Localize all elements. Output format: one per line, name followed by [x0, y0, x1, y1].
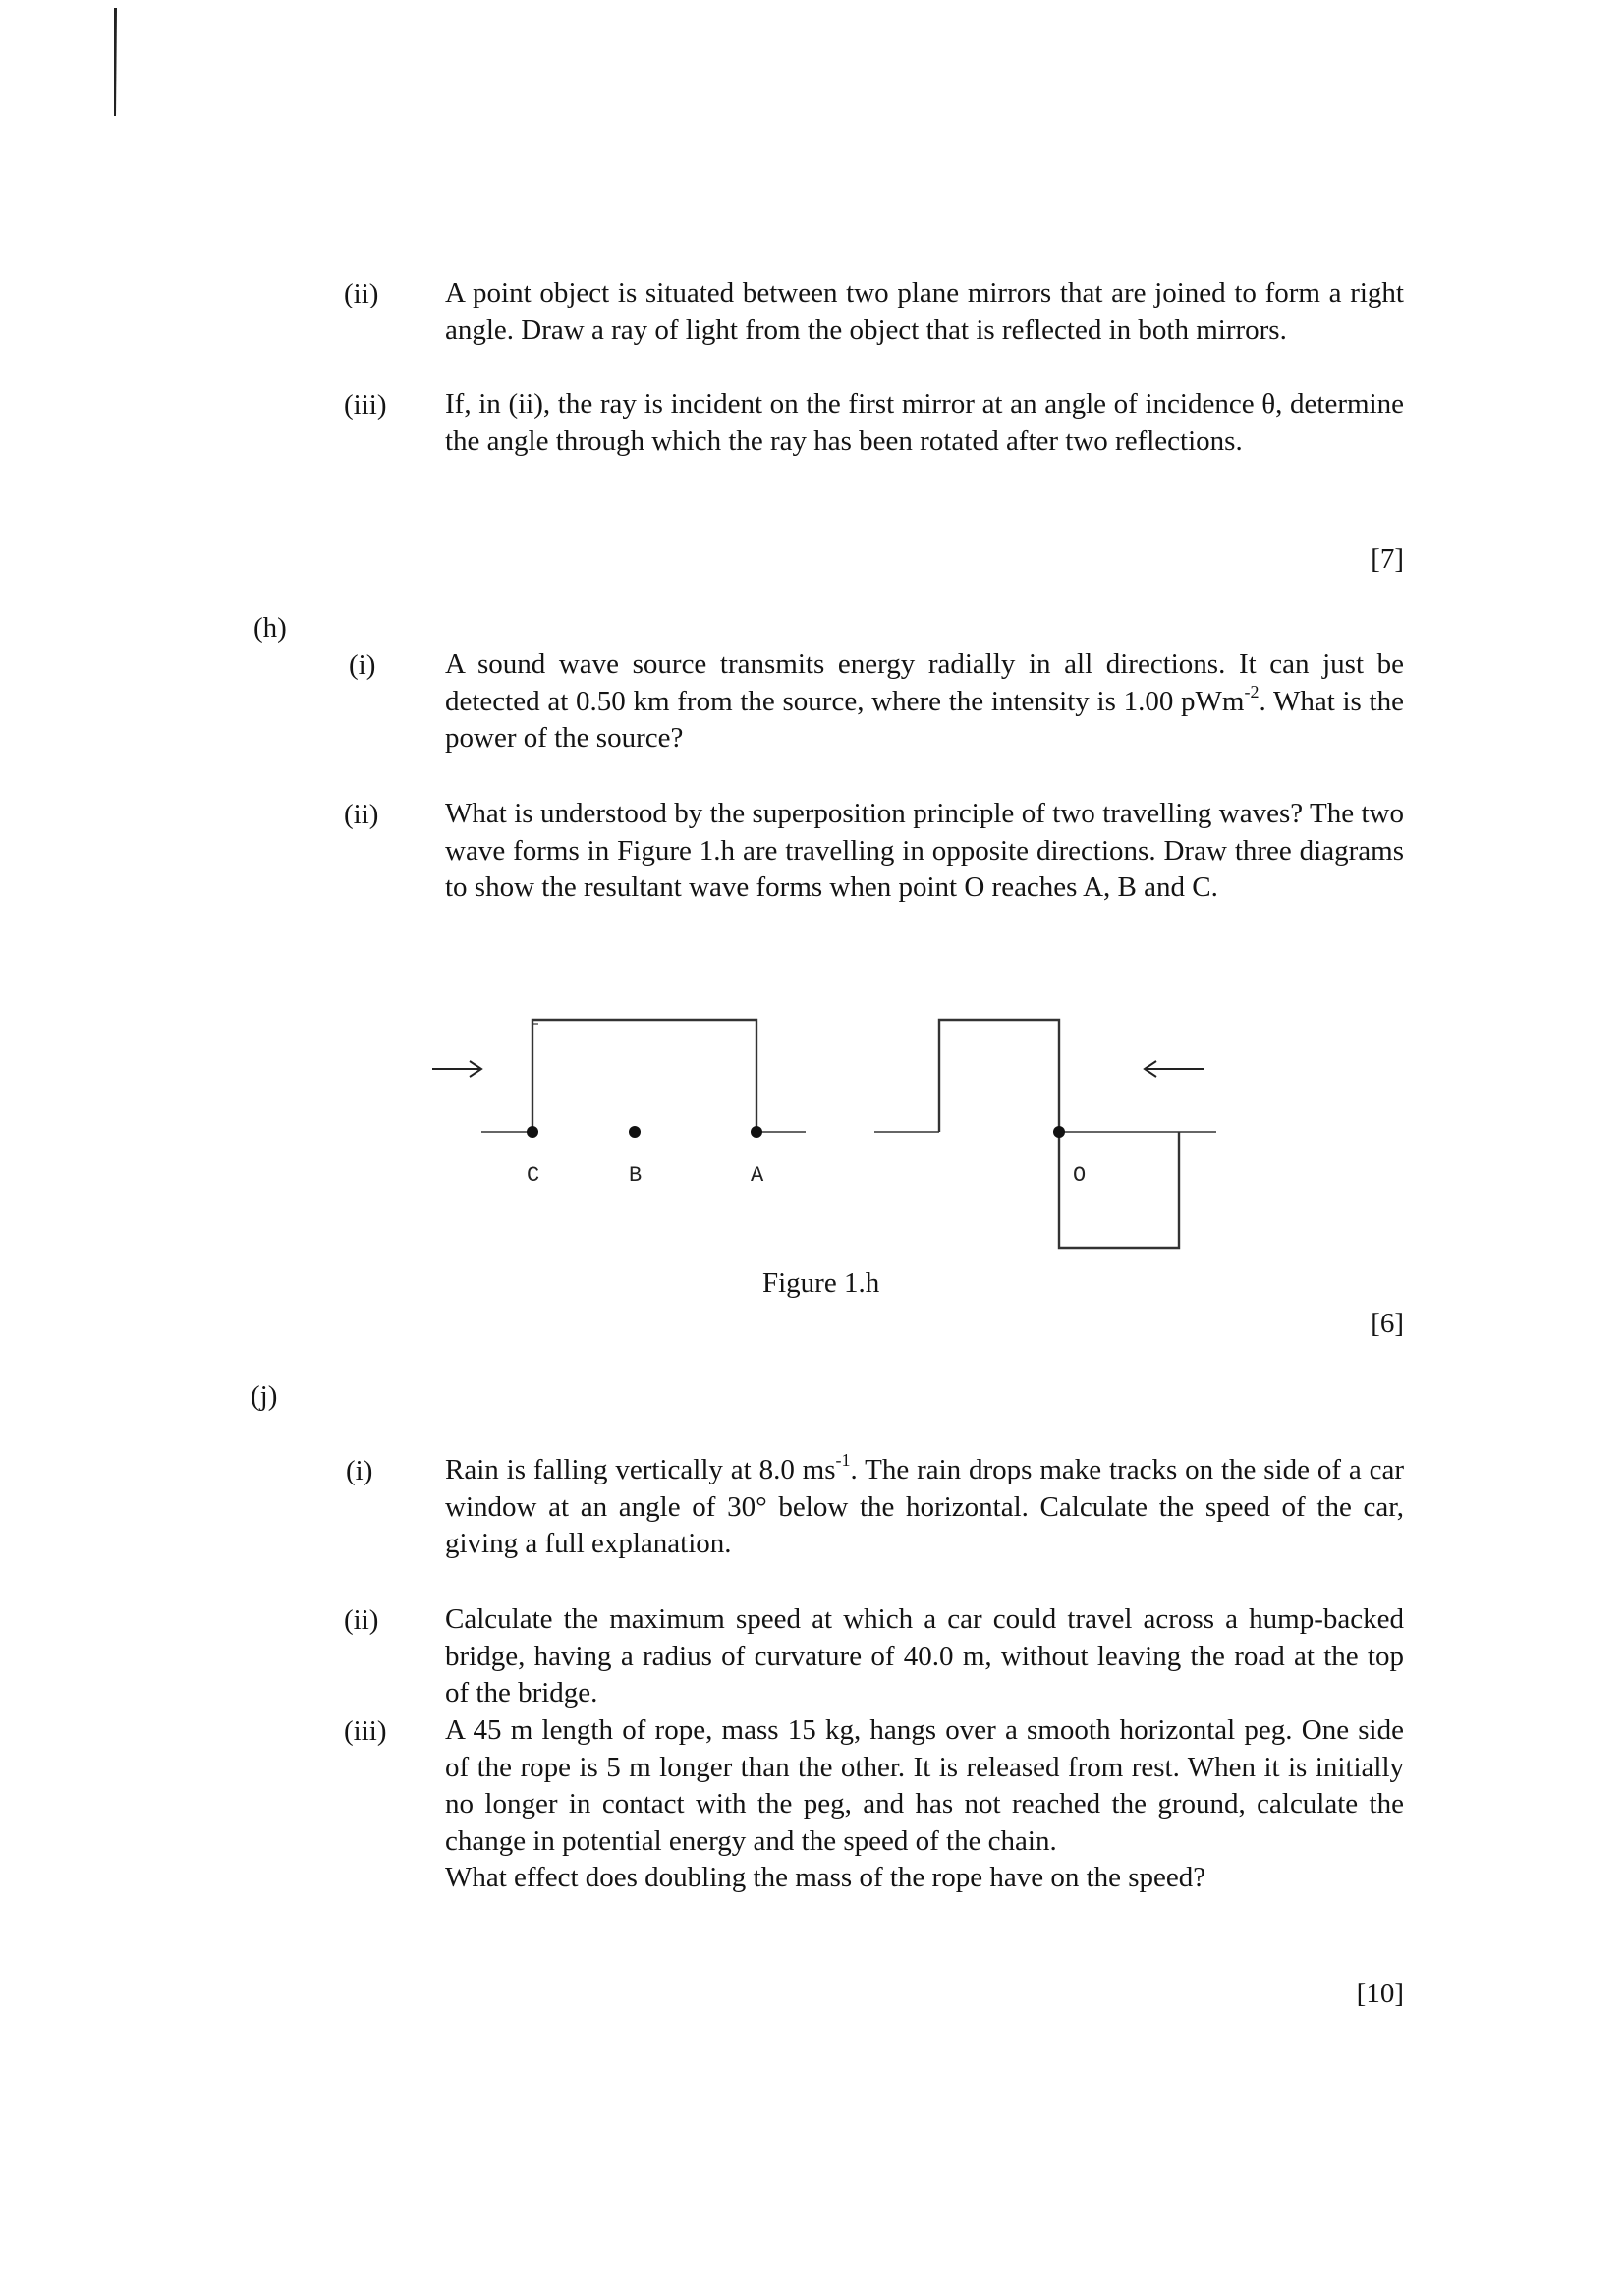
question-h-ii-text: What is understood by the superposition principle of two travelling waves? The two wave forms in Figure 1.h are travelling in opposite directions. Draw three diagrams to show the resultant wave forms when point O reaches A, B and C. [445, 798, 1404, 903]
scan-artifact-mark [112, 8, 118, 116]
question-j-ii-number: (ii) [344, 1604, 379, 1636]
question-j-i-text: Rain is falling vertically at 8.0 $ms^{-1}$. The rain drops make tracks on the side of a car window at an angle of 30° below the horizontal. Calculate the speed of the car, giving a full explanation. [445, 1450, 1404, 1559]
left-direction-arrow [432, 1061, 481, 1077]
question-j-iii-paragraph: A 45 m length of rope, mass 15 kg, hangs over a smooth horizontal peg. One side of the rope is 5 m longer than the other. It is released from rest. When it is initially no longer in contact with the peg, and has not reached the ground, calculate the change in potential energy and the speed of the chain. [445, 1714, 1404, 1857]
left-wave-pulse [481, 1020, 806, 1132]
question-h-i-text: A sound wave source transmits energy radially in all directions. It can just be detected at 0.50 km from the source, where the intensity is 1.00 pWm$^{-2}$. What is the power of the source? [445, 648, 1404, 754]
question-j-iii-followup: What effect does doubling the mass of the rope have on the speed? [445, 1862, 1206, 1893]
point-c-dot [527, 1126, 538, 1138]
question-g-ii-number: (ii) [344, 278, 379, 309]
right-wave-pulse [874, 1020, 1216, 1248]
marks-j: [10] [1356, 1978, 1404, 2009]
question-g-ii-text: A point object is situated between two plane mirrors that are joined to form a right angle. Draw a ray of light from the object that is reflected in both mirrors. [445, 277, 1404, 346]
question-j-ii-text: Calculate the maximum speed at which a car could travel across a hump-backed bridge, having a radius of curvature of 40.0 m, without leaving the road at the top of the bridge. [445, 1603, 1404, 1708]
point-b-dot [629, 1126, 641, 1138]
marks-h: [6] [1371, 1308, 1404, 1339]
point-a-label: A [751, 1163, 764, 1188]
marks-g: [7] [1371, 543, 1404, 575]
section-h-label: (h) [253, 612, 287, 644]
question-j-iii-text [445, 1712, 1404, 1897]
point-o-label: O [1073, 1163, 1087, 1188]
point-a-dot [751, 1126, 762, 1138]
question-j-i-number: (i) [346, 1455, 373, 1486]
point-c-label: C [527, 1163, 540, 1188]
question-h-ii-number: (ii) [344, 799, 379, 830]
question-g-iii-text: If, in (ii), the ray is incident on the first mirror at an angle of incidence θ, determine the angle through which the ray has been rotated after two reflections. [445, 388, 1404, 457]
question-j-iii-number: (iii) [344, 1715, 387, 1747]
figure-wave-pulses [413, 992, 1228, 1258]
right-direction-arrow [1145, 1061, 1204, 1077]
point-b-label: B [629, 1163, 643, 1188]
point-o-dot [1053, 1126, 1065, 1138]
section-j-label: (j) [251, 1380, 278, 1412]
figure-caption: Figure 1.h [762, 1267, 880, 1299]
question-h-i-number: (i) [349, 649, 376, 681]
question-g-iii-number: (iii) [344, 389, 387, 420]
